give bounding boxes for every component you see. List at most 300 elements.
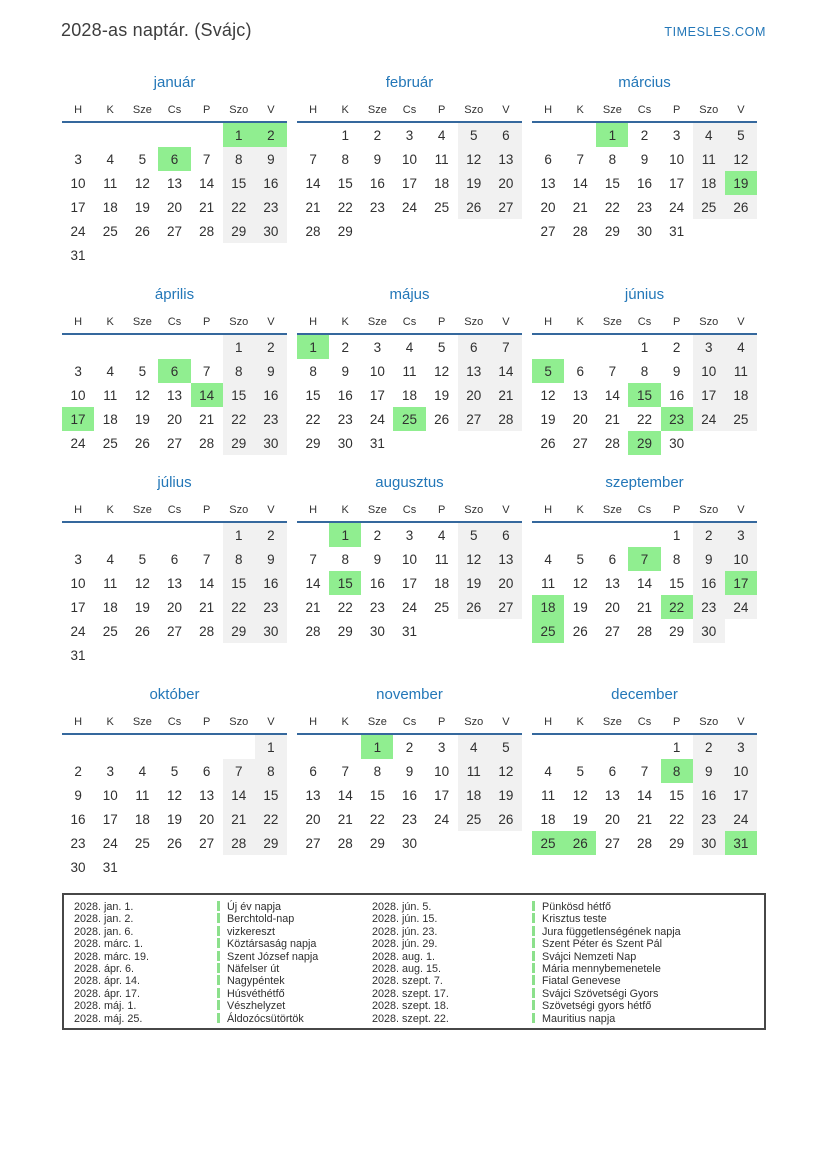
holiday-name: Fiatal Genevese: [542, 975, 621, 988]
week-row: [297, 431, 522, 455]
weekday-header: Sze: [126, 99, 158, 122]
weekday-header-row: [62, 99, 287, 122]
day-cell: 13: [166, 175, 182, 191]
day-cell: 4: [106, 551, 114, 567]
day-cell: 28: [223, 831, 255, 855]
day-cell: 11: [402, 363, 417, 379]
holiday-date: 2028. jan. 1.: [74, 901, 134, 913]
day-cell: 22: [305, 411, 321, 427]
holiday-name: vizkereszt: [227, 925, 275, 938]
weekday-header: Szo: [458, 499, 490, 522]
month-title: május: [389, 286, 430, 303]
week-row: [62, 431, 287, 455]
day-cell: 2: [693, 734, 725, 759]
day-cell: 29: [628, 431, 660, 455]
day-cell: 6: [608, 551, 617, 567]
day-cell: [458, 431, 490, 455]
weekday-header-row: [297, 499, 522, 522]
week-row: [297, 334, 522, 359]
day-cell: 13: [490, 547, 522, 571]
day-cell: 13: [166, 575, 182, 591]
day-cell: 23: [337, 411, 353, 427]
day-cell: 26: [134, 223, 150, 239]
day-cell: 14: [305, 175, 321, 191]
legend-bar-icon: [217, 1000, 220, 1010]
day-cell: 14: [199, 175, 215, 191]
week-row: [532, 734, 757, 759]
day-cell: 19: [490, 783, 522, 807]
month-block: [297, 73, 522, 267]
day-cell: 27: [166, 223, 182, 239]
week-row: [532, 359, 757, 383]
day-cell: [191, 855, 223, 879]
day-cell: 17: [725, 571, 757, 595]
holiday-name: Húsvéthétfő: [227, 987, 285, 1000]
legend-bar-icon: [532, 938, 535, 948]
day-cell: 1: [223, 522, 255, 547]
day-cell: 13: [540, 175, 556, 191]
weekday-header: K: [94, 99, 126, 122]
week-row: [532, 219, 757, 243]
day-cell: 16: [693, 783, 725, 807]
legend-bar-icon: [217, 938, 220, 948]
weekday-header: P: [661, 711, 693, 734]
weekday-header: Cs: [393, 99, 425, 122]
day-cell: [426, 219, 458, 243]
holiday-name: Szövetségi gyors hétfő: [542, 1000, 652, 1013]
weekday-header: H: [62, 711, 94, 734]
day-cell: 24: [102, 835, 118, 851]
day-cell: 24: [434, 811, 450, 827]
month-title: március: [618, 74, 671, 91]
week-row: [297, 407, 522, 431]
week-row: [297, 734, 522, 759]
day-cell: 30: [401, 835, 417, 851]
day-cell: 15: [337, 175, 353, 191]
day-cell: 25: [102, 223, 118, 239]
week-row: [532, 522, 757, 547]
weekday-header: P: [191, 99, 223, 122]
day-cell: 20: [166, 599, 182, 615]
day-cell: 8: [341, 551, 349, 567]
day-cell: 21: [337, 811, 353, 827]
weekday-header: Sze: [596, 499, 628, 522]
day-cell: 13: [572, 387, 588, 403]
week-row: [62, 595, 287, 619]
legend-bar-icon: [217, 926, 220, 936]
month-block: [297, 473, 522, 667]
holiday-date: 2028. aug. 15.: [372, 962, 442, 975]
month-table: [62, 311, 287, 455]
day-cell: 15: [223, 383, 255, 407]
day-cell: 9: [693, 547, 725, 571]
day-cell: 29: [669, 835, 685, 851]
holiday-legend-grid: [74, 901, 764, 1025]
day-cell: [564, 734, 596, 759]
day-cell: 20: [540, 199, 556, 215]
day-cell: 23: [693, 595, 725, 619]
day-cell: 27: [490, 195, 522, 219]
day-cell: 16: [369, 175, 385, 191]
weekday-header: Szo: [693, 99, 725, 122]
week-row: [297, 171, 522, 195]
day-cell: [393, 431, 425, 455]
day-cell: 26: [458, 595, 490, 619]
day-cell: 26: [134, 623, 150, 639]
day-cell: 13: [166, 387, 182, 403]
weekday-header: Cs: [393, 311, 425, 334]
day-cell: 2: [341, 339, 349, 355]
day-cell: 2: [255, 122, 287, 147]
day-cell: 28: [572, 223, 588, 239]
day-cell: 3: [693, 334, 725, 359]
weekday-header: H: [297, 499, 329, 522]
day-cell: 14: [636, 575, 652, 591]
day-cell: [158, 334, 190, 359]
weekday-header-row: [62, 311, 287, 334]
day-cell: 19: [725, 171, 757, 195]
day-cell: 19: [134, 199, 150, 215]
week-row: [62, 171, 287, 195]
weekday-header: Szo: [693, 711, 725, 734]
day-cell: 3: [74, 151, 82, 167]
day-cell: [490, 431, 522, 455]
day-cell: [490, 219, 522, 243]
day-cell: 23: [636, 199, 652, 215]
site-link[interactable]: TIMESLES.COM: [664, 25, 766, 39]
weekday-header: H: [297, 711, 329, 734]
week-row: [297, 195, 522, 219]
day-cell: 17: [369, 387, 385, 403]
legend-bar-icon: [217, 951, 220, 961]
day-cell: 30: [255, 219, 287, 243]
weekday-header: Sze: [361, 311, 393, 334]
week-row: [62, 522, 287, 547]
month-table: [62, 711, 287, 879]
holiday-date: 2028. ápr. 14.: [74, 975, 141, 988]
day-cell: 31: [70, 247, 86, 263]
day-cell: 10: [401, 551, 417, 567]
day-cell: 19: [458, 171, 490, 195]
day-cell: 3: [672, 127, 681, 143]
day-cell: 9: [373, 551, 382, 567]
day-cell: [223, 643, 255, 667]
week-row: [532, 407, 757, 431]
day-cell: 9: [255, 547, 287, 571]
day-cell: 10: [434, 763, 450, 779]
weekday-header: K: [564, 711, 596, 734]
holiday-name: Svájci Szövetségi Gyors: [542, 987, 659, 1000]
week-row: [297, 831, 522, 855]
day-cell: 24: [70, 623, 86, 639]
holiday-entry: [532, 951, 764, 963]
day-cell: [62, 522, 94, 547]
day-cell: 20: [604, 599, 620, 615]
day-cell: 26: [490, 807, 522, 831]
day-cell: 19: [458, 571, 490, 595]
day-cell: 30: [693, 831, 725, 855]
holiday-date: 2028. jún. 23.: [372, 925, 438, 938]
day-cell: [564, 122, 596, 147]
day-cell: 30: [669, 435, 685, 451]
day-cell: 15: [628, 383, 660, 407]
day-cell: [126, 334, 158, 359]
month-table: [297, 311, 522, 455]
weekday-header: Sze: [361, 499, 393, 522]
week-row: [532, 619, 757, 643]
day-cell: [126, 243, 158, 267]
day-cell: 21: [223, 807, 255, 831]
week-row: [62, 195, 287, 219]
day-cell: 20: [166, 411, 182, 427]
day-cell: [393, 219, 425, 243]
month-title: április: [154, 286, 195, 303]
day-cell: 1: [255, 734, 287, 759]
day-cell: 21: [604, 411, 620, 427]
weekday-header: Cs: [628, 499, 660, 522]
day-cell: 16: [369, 575, 385, 591]
month-table: [62, 499, 287, 667]
weekday-header: K: [564, 499, 596, 522]
weekday-header: V: [490, 711, 522, 734]
week-row: [297, 547, 522, 571]
month-table: [532, 711, 757, 855]
day-cell: [490, 831, 522, 855]
holiday-name: Új év napja: [227, 901, 282, 913]
day-cell: 17: [401, 575, 417, 591]
week-row: [297, 807, 522, 831]
day-cell: 25: [434, 199, 450, 215]
day-cell: 23: [693, 807, 725, 831]
holiday-name: Pünkösd hétfő: [542, 901, 612, 913]
day-cell: 10: [70, 175, 86, 191]
weekday-header: K: [329, 711, 361, 734]
day-cell: 18: [434, 575, 450, 591]
day-cell: 11: [135, 787, 150, 803]
holiday-date: 2028. márc. 1.: [74, 938, 144, 951]
day-cell: 27: [166, 623, 182, 639]
day-cell: 16: [70, 811, 86, 827]
weekday-header: P: [191, 499, 223, 522]
day-cell: 4: [106, 363, 114, 379]
weekday-header: V: [490, 99, 522, 122]
holiday-date: 2028. ápr. 17.: [74, 987, 141, 1000]
day-cell: 3: [74, 363, 82, 379]
day-cell: 20: [305, 811, 321, 827]
day-cell: 4: [106, 151, 114, 167]
holiday-name: Szent József napja: [227, 950, 319, 963]
day-cell: 22: [223, 595, 255, 619]
day-cell: 7: [608, 363, 617, 379]
day-cell: 15: [604, 175, 620, 191]
day-cell: 3: [405, 527, 414, 543]
month-block: [532, 73, 757, 267]
day-cell: 13: [604, 787, 620, 803]
day-cell: [596, 734, 628, 759]
day-cell: 2: [74, 763, 82, 779]
legend-bar-icon: [217, 988, 220, 998]
day-cell: 23: [369, 199, 385, 215]
day-cell: [191, 243, 223, 267]
week-row: [297, 147, 522, 171]
weekday-header: P: [661, 311, 693, 334]
month-block: [532, 685, 757, 879]
weekday-header-row: [532, 711, 757, 734]
day-cell: [62, 334, 94, 359]
holiday-date: 2028. aug. 1.: [372, 950, 436, 963]
holiday-name: Svájci Nemzeti Nap: [542, 950, 637, 963]
day-cell: 21: [490, 383, 522, 407]
day-cell: 26: [540, 435, 556, 451]
day-cell: 8: [640, 363, 649, 379]
day-cell: 15: [223, 171, 255, 195]
day-cell: [126, 734, 158, 759]
day-cell: 11: [541, 787, 556, 803]
day-cell: 10: [725, 759, 757, 783]
day-cell: [62, 734, 94, 759]
weekday-header: Szo: [693, 311, 725, 334]
day-cell: 23: [70, 835, 86, 851]
day-cell: 6: [576, 363, 584, 379]
day-cell: 9: [693, 759, 725, 783]
holiday-name: Jura függetlenségének napja: [542, 925, 681, 938]
day-cell: 17: [725, 783, 757, 807]
week-row: [297, 522, 522, 547]
day-cell: 24: [725, 595, 757, 619]
day-cell: 15: [305, 387, 321, 403]
day-cell: 29: [223, 619, 255, 643]
day-cell: 13: [305, 787, 321, 803]
day-cell: [158, 643, 190, 667]
weekday-header: K: [94, 499, 126, 522]
weekday-header: H: [62, 499, 94, 522]
day-cell: 24: [401, 599, 417, 615]
day-cell: 18: [102, 599, 118, 615]
holiday-entry: [532, 1013, 764, 1025]
day-cell: 5: [532, 359, 564, 383]
day-cell: 9: [640, 151, 649, 167]
day-cell: [94, 122, 126, 147]
weekday-header-row: [297, 711, 522, 734]
day-cell: 3: [437, 739, 446, 755]
day-cell: [329, 734, 361, 759]
day-cell: 9: [672, 363, 681, 379]
day-cell: 9: [255, 147, 287, 171]
weekday-header: V: [490, 499, 522, 522]
weekday-header: P: [426, 99, 458, 122]
day-cell: 22: [337, 199, 353, 215]
day-cell: 13: [490, 147, 522, 171]
day-cell: 28: [199, 623, 215, 639]
month-block: [297, 285, 522, 455]
day-cell: 1: [329, 522, 361, 547]
weekday-header-row: [297, 99, 522, 122]
day-cell: 21: [199, 199, 215, 215]
day-cell: [693, 219, 725, 243]
day-cell: 30: [693, 619, 725, 643]
week-row: [532, 147, 757, 171]
day-cell: 15: [255, 783, 287, 807]
month-title: október: [149, 686, 200, 703]
day-cell: [223, 734, 255, 759]
day-cell: 15: [223, 571, 255, 595]
holiday-entry: [532, 963, 764, 975]
day-cell: 3: [106, 763, 114, 779]
day-cell: 14: [337, 787, 353, 803]
holiday-date: 2028. jún. 15.: [372, 913, 438, 926]
week-row: [532, 759, 757, 783]
day-cell: 12: [134, 575, 150, 591]
holiday-date: 2028. máj. 25.: [74, 1012, 143, 1025]
day-cell: 21: [636, 599, 652, 615]
weekday-header: P: [661, 99, 693, 122]
week-row: [532, 807, 757, 831]
day-cell: [191, 122, 223, 147]
weekday-header: Cs: [158, 311, 190, 334]
weekday-header: Szo: [693, 499, 725, 522]
day-cell: 28: [337, 835, 353, 851]
day-cell: 24: [401, 199, 417, 215]
holiday-entry: [217, 1000, 372, 1012]
day-cell: 5: [458, 522, 490, 547]
weekday-header: Sze: [596, 311, 628, 334]
day-cell: [628, 734, 660, 759]
day-cell: 7: [628, 547, 660, 571]
day-cell: 28: [636, 835, 652, 851]
day-cell: 17: [434, 787, 450, 803]
day-cell: 16: [693, 571, 725, 595]
day-cell: 10: [693, 359, 725, 383]
holiday-entry: [217, 951, 372, 963]
day-cell: 13: [458, 359, 490, 383]
day-cell: [490, 619, 522, 643]
day-cell: 7: [202, 151, 211, 167]
weekday-header: P: [426, 711, 458, 734]
weekday-header: H: [297, 311, 329, 334]
day-cell: 19: [540, 411, 556, 427]
day-cell: 16: [401, 787, 417, 803]
month-title: november: [376, 686, 443, 703]
holiday-name: Krisztus teste: [542, 913, 607, 926]
day-cell: 27: [572, 435, 588, 451]
day-cell: 24: [70, 223, 86, 239]
week-row: [62, 147, 287, 171]
day-cell: 2: [672, 339, 681, 355]
month-title: január: [153, 74, 196, 91]
day-cell: 28: [305, 223, 321, 239]
day-cell: 2: [405, 739, 414, 755]
day-cell: [596, 334, 628, 359]
weekday-header: Sze: [596, 99, 628, 122]
month-table: [297, 711, 522, 855]
day-cell: [158, 855, 190, 879]
day-cell: 22: [369, 811, 385, 827]
month-title: június: [624, 286, 665, 303]
holiday-date: 2028. ápr. 6.: [74, 962, 135, 975]
day-cell: 27: [458, 407, 490, 431]
legend-bar-icon: [532, 951, 535, 961]
weekday-header: K: [564, 311, 596, 334]
holiday-date: 2028. jún. 29.: [372, 938, 438, 951]
weekday-header: Sze: [126, 311, 158, 334]
day-cell: 14: [572, 175, 588, 191]
day-cell: 31: [70, 647, 86, 663]
day-cell: 14: [636, 787, 652, 803]
day-cell: 25: [693, 195, 725, 219]
weekday-header: H: [532, 311, 564, 334]
day-cell: 3: [725, 522, 757, 547]
day-cell: 7: [309, 551, 317, 567]
